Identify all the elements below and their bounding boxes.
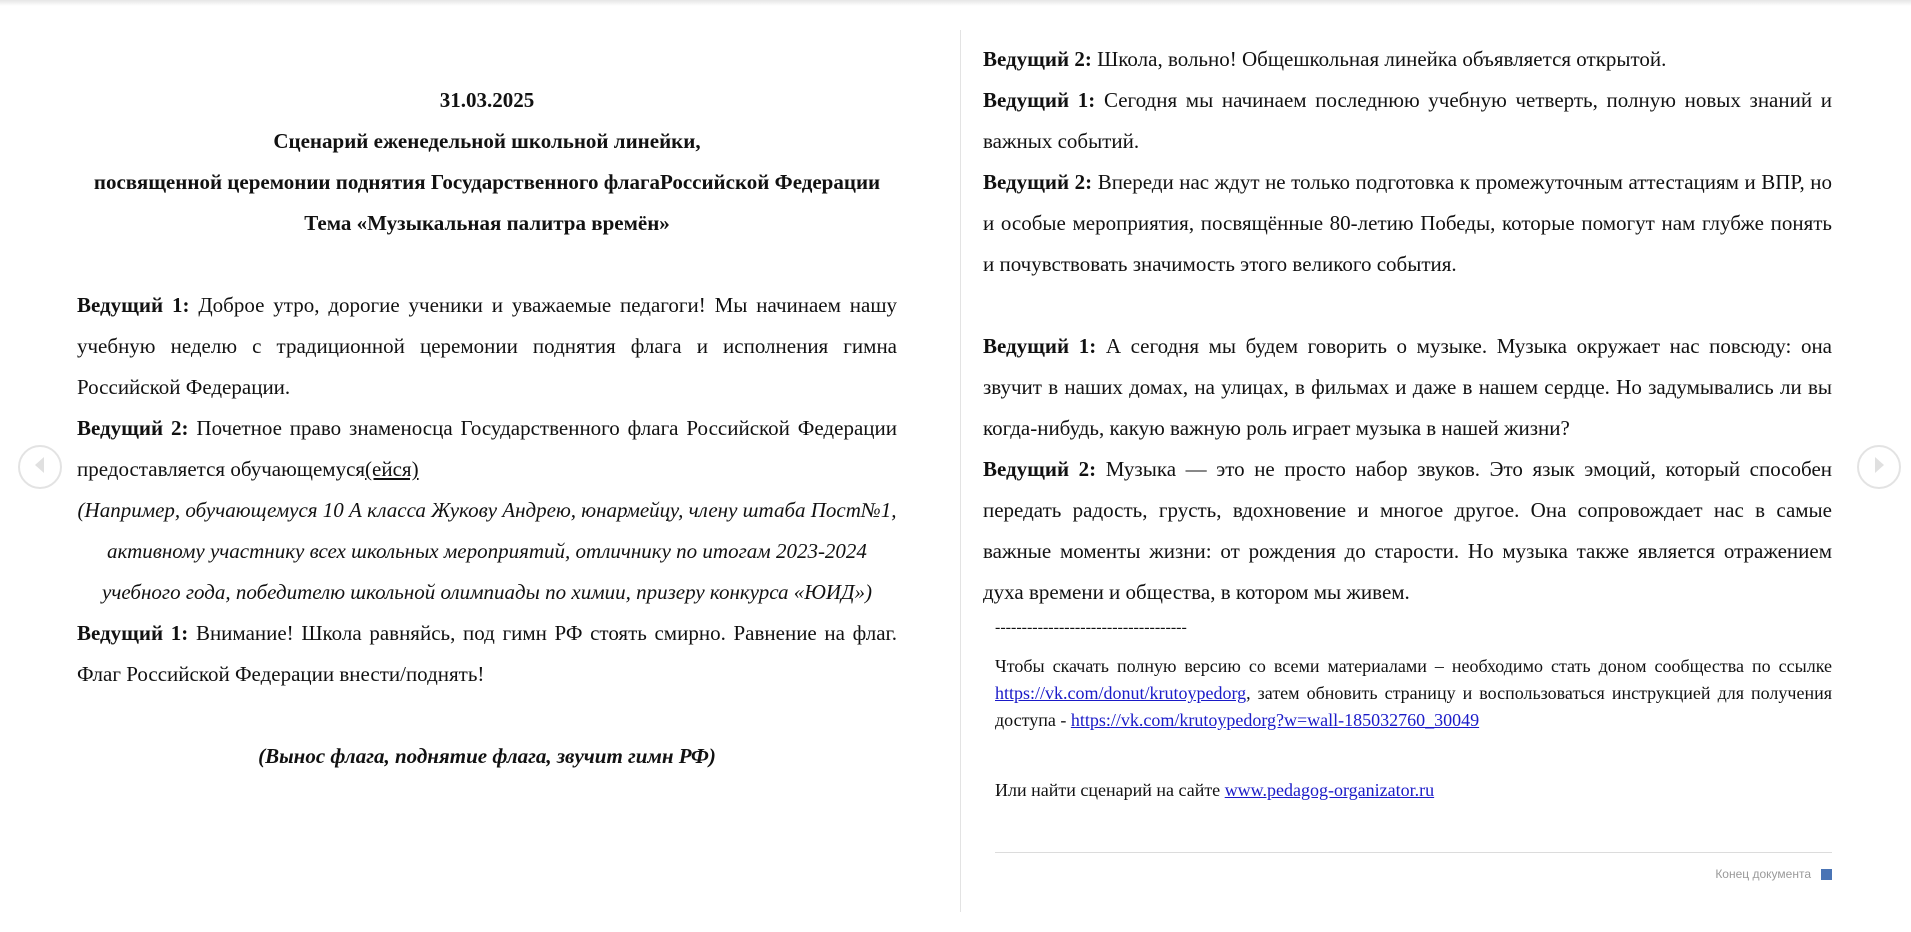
- right-page: [983, 39, 1832, 881]
- paragraph-r5: [983, 449, 1832, 613]
- paragraph-text: Почетное право знаменосца Государственного флага Российской Федерации предоставляется обучающемуся: [77, 416, 897, 481]
- end-of-document-label: Конец документа: [1715, 867, 1811, 881]
- paragraph-text: А сегодня мы будем говорить о музыке. Музыка окружает нас повсюду: она звучит в наших домах, на улицах, в фильмах и даже в нашем сердце. Но задумывались ли вы когда-нибудь, какую важную роль играет музыка в нашей жизни?: [983, 334, 1832, 440]
- paragraph-text: Музыка — это не просто набор звуков. Это язык эмоций, который способен передать радость, грусть, вдохновение и многое другое. Она сопровождает нас в самые важные моменты жизни: от рождения до старости. Но музыка также является отражением духа времени и общества, в котором мы живем.: [983, 457, 1833, 604]
- paragraph-r3: [983, 162, 1832, 285]
- end-rule: [995, 852, 1832, 853]
- wall-post-link[interactable]: https://vk.com/krutoypedorg?w=wall-185032760_30049: [1070, 710, 1480, 730]
- document-date: 31.03.2025: [439, 88, 535, 112]
- paragraph-text: Сегодня мы начинаем последнюю учебную четверть, полную новых знаний и важных событий.: [983, 88, 1833, 153]
- download-text-1: Чтобы скачать полную версию со всеми материалами – необходимо стать доном сообщества по ссылке: [995, 656, 1832, 676]
- speaker-label: Ведущий 2:: [983, 47, 1092, 71]
- speaker-label: Ведущий 1:: [983, 88, 1096, 112]
- end-marker-square-icon: [1821, 869, 1832, 880]
- example-note: (Например, обучающемуся 10 А класса Жукову Андрею, юнармейцу, члену штаба Пост№1, активному участнику всех школьных мероприятий, отличнику по итогам 2023-2024 учебного года, победителю школьной олимпиады по химии, призеру конкурса «ЮИД»): [77, 498, 897, 604]
- paragraph-text: Внимание! Школа равняйсь, под гимн РФ стоять смирно. Равнение на флаг. Флаг Российской Федерации внести/поднять!: [77, 621, 898, 686]
- top-shadow: [0, 0, 1911, 6]
- speaker-label: Ведущий 2:: [983, 170, 1093, 194]
- paragraph-r2: [983, 80, 1832, 162]
- document-topic: Тема «Музыкальная палитра времён»: [304, 211, 670, 235]
- speaker-label: Ведущий 2:: [77, 416, 189, 440]
- speaker-label: Ведущий 1:: [77, 293, 190, 317]
- paragraph-text: Впереди нас ждут не только подготовка к промежуточным аттестациям и ВПР, но и особые мероприятия, посвящённые 80-летию Победы, которые помогут нам глубже понять и почувствовать значимость этого великого события.: [983, 170, 1833, 276]
- paragraph-r4: [983, 326, 1832, 449]
- speaker-label: Ведущий 1:: [983, 334, 1097, 358]
- paragraph-text: Школа, вольно! Общешкольная линейка объявляется открытой.: [1097, 47, 1667, 71]
- document-title-line2: посвященной церемонии поднятия Государственного флагаРоссийской Федерации: [93, 170, 881, 194]
- speaker-label: Ведущий 1:: [77, 621, 189, 645]
- speaker-label: Ведущий 2:: [983, 457, 1097, 481]
- download-instructions: [995, 653, 1832, 734]
- paragraph-1: [77, 285, 897, 408]
- site-reference: [995, 777, 1832, 804]
- end-of-document: [983, 867, 1832, 881]
- paragraph-2: [77, 408, 897, 490]
- site-text: Или найти сценарий на сайте: [995, 780, 1221, 800]
- chevron-left-icon: [32, 455, 48, 480]
- download-text-2: , затем обновить страницу и воспользоваться инструкцией для получения доступа -: [995, 683, 1832, 730]
- stage-direction: (Вынос флага, поднятие флага, звучит гимн РФ): [258, 744, 716, 768]
- document-title-line1: Сценарий еженедельной школьной линейки,: [273, 129, 701, 153]
- paragraph-3: [77, 613, 897, 695]
- donut-link[interactable]: https://vk.com/donut/krutoypedorg: [995, 683, 1247, 703]
- left-page: [77, 80, 897, 777]
- underlined-suffix: (ейся): [365, 457, 419, 481]
- chevron-right-icon: [1871, 455, 1887, 480]
- dashed-separator: ------------------------------------: [995, 619, 1187, 636]
- page-divider: [960, 30, 961, 912]
- paragraph-r1: [983, 39, 1832, 80]
- site-link[interactable]: www.pedagog-organizator.ru: [1224, 780, 1435, 800]
- next-page-button[interactable]: [1857, 445, 1901, 489]
- prev-page-button[interactable]: [18, 445, 62, 489]
- paragraph-text: Доброе утро, дорогие ученики и уважаемые педагоги! Мы начинаем нашу учебную неделю с традиционной церемонии поднятия флага и исполнения гимна Российской Федерации.: [77, 293, 898, 399]
